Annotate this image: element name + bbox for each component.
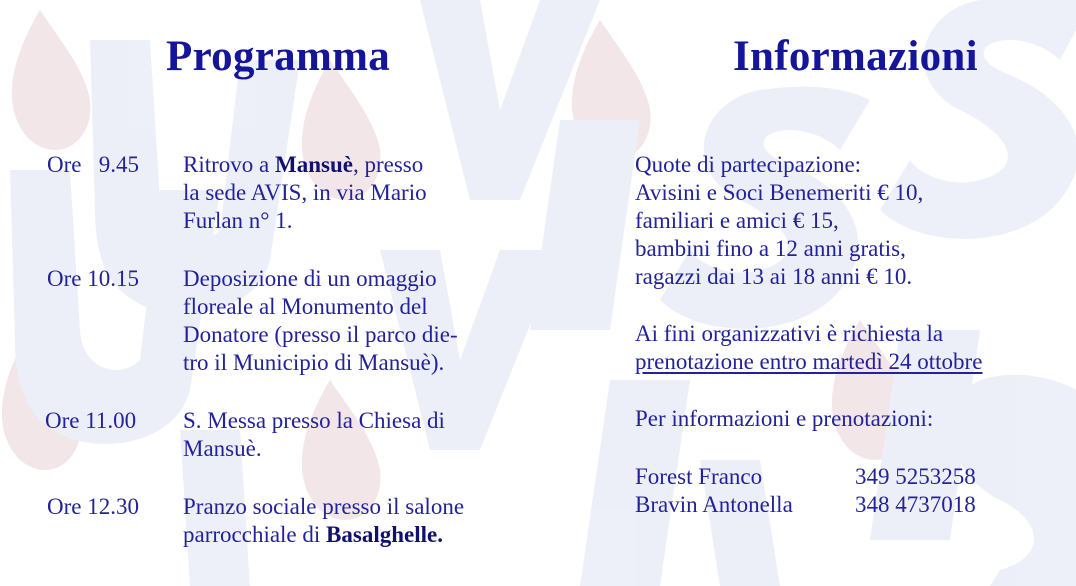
event-desc-line: S. Messa presso la Chiesa di bbox=[183, 408, 445, 433]
contacts-title: Per informazioni e prenotazioni: bbox=[635, 406, 934, 431]
contact-phone: 349 5253258 bbox=[855, 464, 976, 489]
event-time: Ore 11.00 bbox=[45, 408, 137, 433]
quote-block bbox=[635, 151, 923, 291]
event-description bbox=[183, 151, 533, 235]
quote-line: familiari e amici € 15, bbox=[635, 208, 839, 233]
event-description bbox=[183, 407, 533, 463]
event-desc-line: floreale al Monumento del bbox=[183, 294, 428, 319]
contact-row bbox=[635, 463, 976, 491]
quote-line: ragazzi dai 13 ai 18 anni € 10. bbox=[635, 264, 913, 289]
booking-deadline: prenotazione entro martedì 24 ottobre bbox=[635, 349, 983, 374]
event-desc-line: tro il Municipio di Mansuè). bbox=[183, 350, 445, 375]
event-time: Ore 10.15 bbox=[47, 266, 139, 291]
event-description bbox=[183, 265, 533, 377]
event-time: Ore 9.45 bbox=[47, 152, 139, 177]
contact-row bbox=[635, 491, 976, 519]
quote-title: Quote di partecipazione: bbox=[635, 152, 862, 177]
contact-phone: 348 4737018 bbox=[855, 492, 976, 517]
event-desc-line: Mansuè. bbox=[183, 436, 262, 461]
event-desc-line: Furlan n° 1. bbox=[183, 208, 293, 233]
quote-line: bambini fino a 12 anni gratis, bbox=[635, 236, 906, 261]
event-desc-line: parrocchiale di Basalghelle. bbox=[183, 522, 443, 547]
contact-name: Forest Franco bbox=[635, 464, 763, 489]
event-desc-line: Pranzo sociale presso il salone bbox=[183, 494, 465, 519]
contact-name: Bravin Antonella bbox=[635, 492, 793, 517]
booking-block bbox=[635, 320, 982, 376]
event-description bbox=[183, 493, 533, 549]
event-desc-line: Donatore (presso il parco die- bbox=[183, 322, 458, 347]
quote-line: Avisini e Soci Benemeriti € 10, bbox=[635, 180, 924, 205]
event-time: Ore 12.30 bbox=[47, 494, 139, 519]
programma-title: Programma bbox=[166, 33, 390, 80]
event-desc-line: Ritrovo a Mansuè, presso bbox=[183, 152, 424, 177]
event-desc-line: Deposizione di un omaggio bbox=[183, 266, 437, 291]
informazioni-title: Informazioni bbox=[733, 33, 978, 80]
event-desc-line: la sede AVIS, in via Mario bbox=[183, 180, 427, 205]
booking-line: Ai fini organizzativi è richiesta la bbox=[635, 321, 944, 346]
